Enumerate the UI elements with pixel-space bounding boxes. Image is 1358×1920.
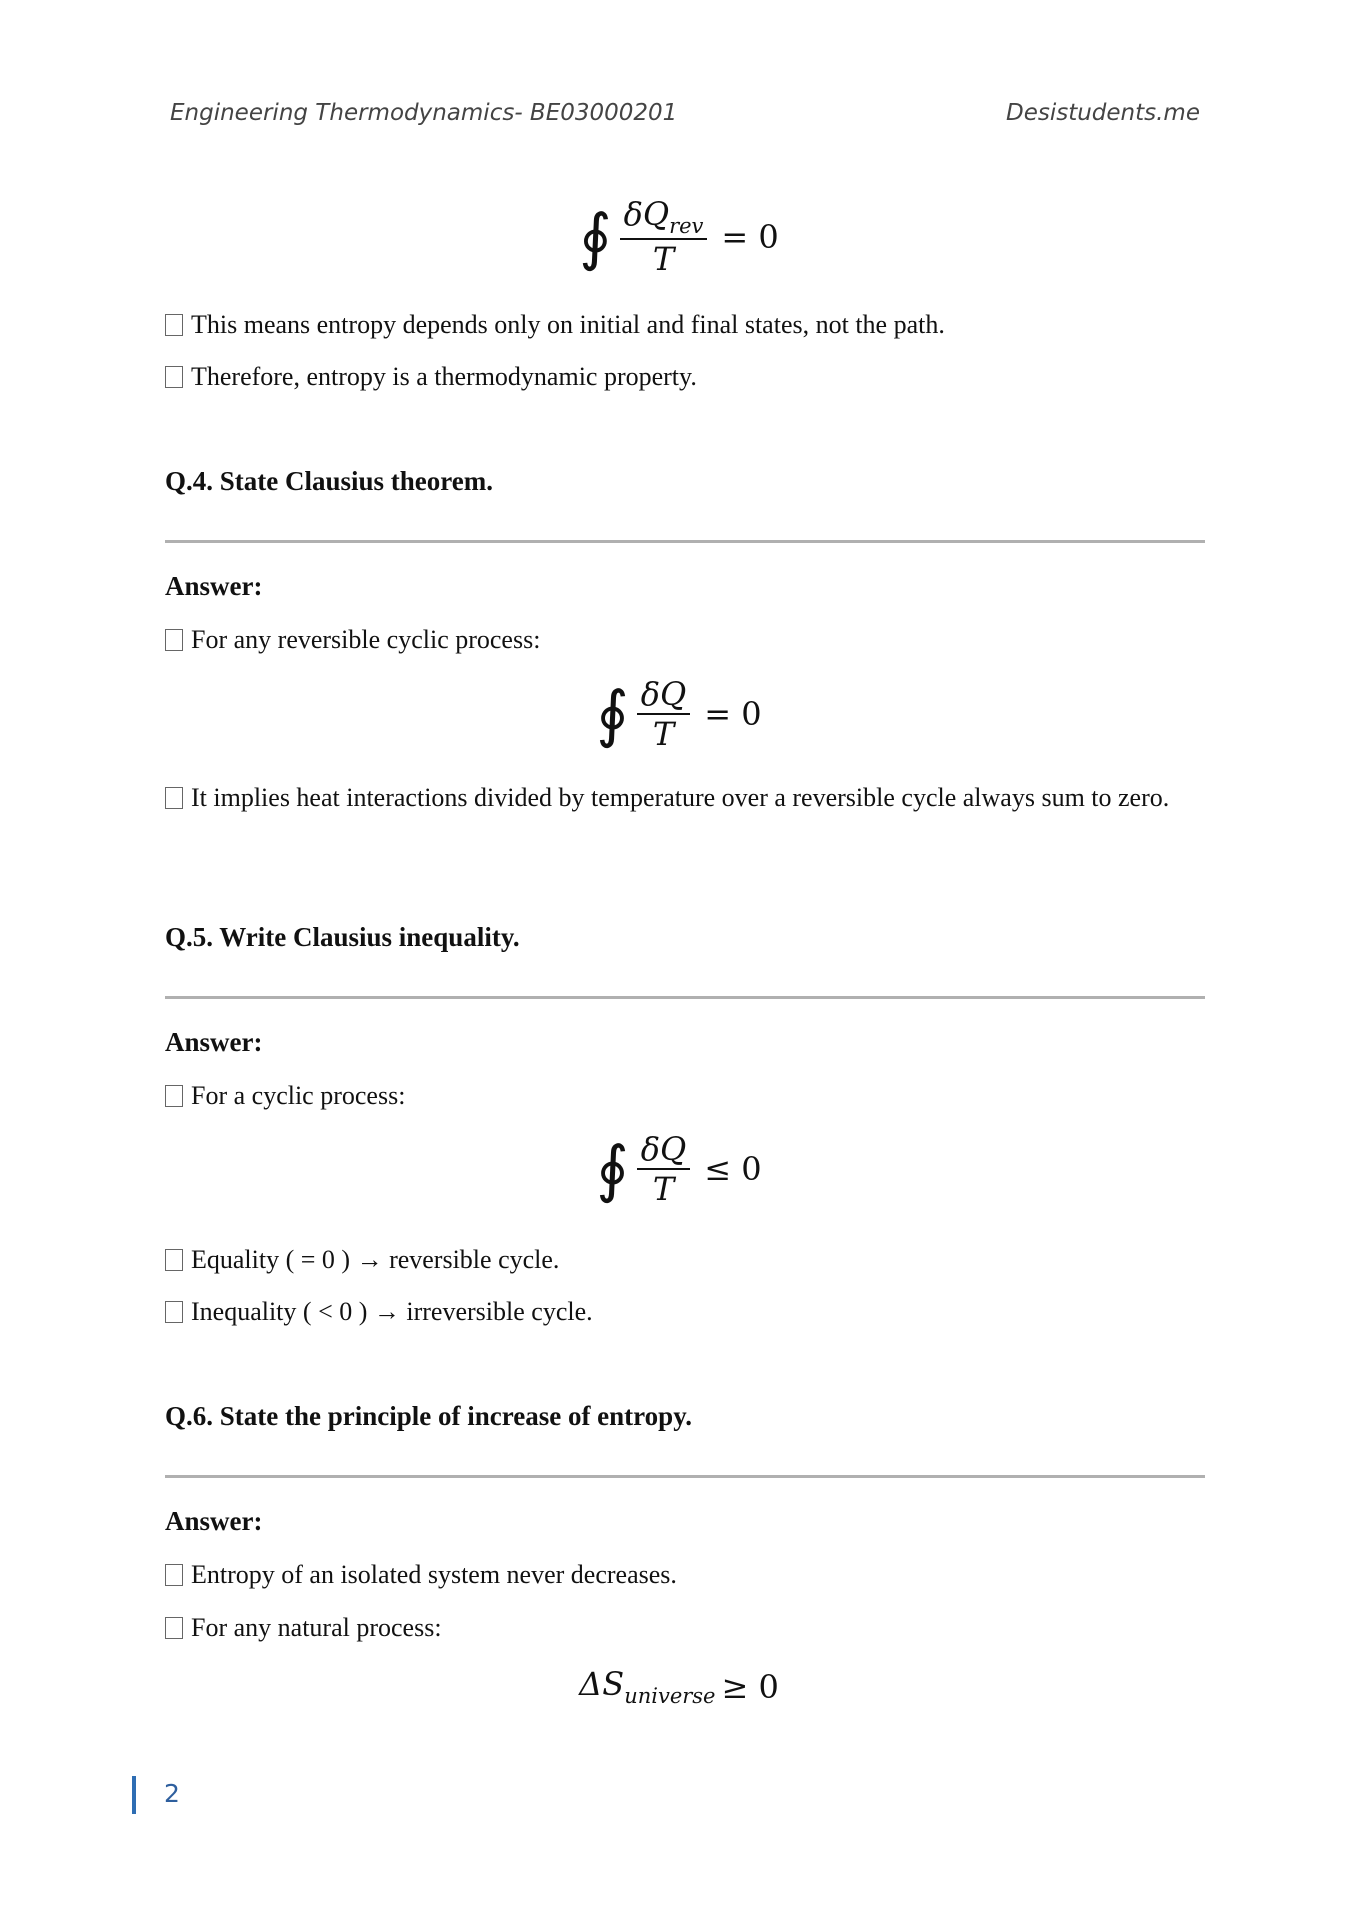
relation: ≤ 0 [704,1150,762,1188]
bullet-box-icon [165,629,183,651]
bullet-text: For any reversible cyclic process: [191,625,541,654]
horizontal-divider [165,1475,1205,1478]
bullet-point [165,1295,593,1329]
footer-accent-bar [132,1776,136,1814]
numerator: δQ [623,195,670,233]
subscript: universe [624,1684,716,1708]
horizontal-divider [165,540,1205,543]
page-number: 2 [164,1779,180,1808]
question-heading: Q.6. State the principle of increase of entropy. [165,1401,692,1431]
denominator: T [652,1170,675,1208]
answer-label: Answer: [165,1506,263,1536]
bullet-text: Entropy of an isolated system never decreases. [191,1560,677,1589]
equation-clausius-theorem [0,675,1358,753]
bullet-box-icon [165,366,183,388]
fraction [637,1130,691,1208]
bullet-box-icon [165,1564,183,1586]
bullet-point [165,1611,442,1645]
contour-integral-symbol: ∮ [579,199,612,273]
denominator: T [652,715,675,753]
numerator-subscript: rev [669,214,704,238]
bullet-point [165,623,540,657]
bullet-text: For a cyclic process: [191,1081,406,1110]
bullet-box-icon [165,1301,183,1323]
answer-label: Answer: [165,1027,263,1057]
bullet-box-icon [165,787,183,809]
contour-integral-symbol: ∮ [596,677,629,750]
equation-clausius-inequality [0,1130,1358,1208]
horizontal-divider [165,996,1205,999]
bullet-text: Inequality ( < 0 ) → irreversible cycle. [191,1297,593,1326]
bullet-point [165,1243,559,1277]
bullet-text: Therefore, entropy is a thermodynamic property. [191,362,697,391]
bullet-text: Equality ( = 0 ) → reversible cycle. [191,1245,560,1274]
denominator: T [652,240,675,278]
numerator: δQ [637,675,691,715]
bullet-point [165,308,945,342]
lhs: ΔS [579,1665,625,1703]
bullet-point [165,1079,405,1113]
bullet-point [165,781,1205,815]
question-heading: Q.4. State Clausius theorem. [165,466,493,496]
bullet-box-icon [165,1617,183,1639]
bullet-box-icon [165,314,183,336]
contour-integral-symbol: ∮ [596,1132,629,1205]
fraction [637,675,691,753]
answer-label: Answer: [165,571,263,601]
header-title: Engineering Thermodynamics- BE03000201 [170,100,678,126]
relation: = 0 [704,695,762,733]
bullet-box-icon [165,1085,183,1107]
bullet-text: This means entropy depends only on initial and final states, not the path. [191,310,945,339]
relation: ≥ 0 [721,1667,779,1706]
equation-entropy-universe [0,1665,1358,1708]
fraction [620,195,708,278]
equation-cyclic-integral-rev [0,195,1358,278]
question-heading: Q.5. Write Clausius inequality. [165,922,520,952]
relation: = 0 [721,217,779,256]
header-site: Desistudents.me [1005,100,1200,126]
bullet-text: It implies heat interactions divided by temperature over a reversible cycle always sum to zero. [191,783,1170,812]
bullet-text: For any natural process: [191,1613,442,1642]
bullet-point [165,1558,677,1592]
bullet-box-icon [165,1249,183,1271]
numerator: δQ [637,1130,691,1170]
bullet-point [165,360,697,394]
